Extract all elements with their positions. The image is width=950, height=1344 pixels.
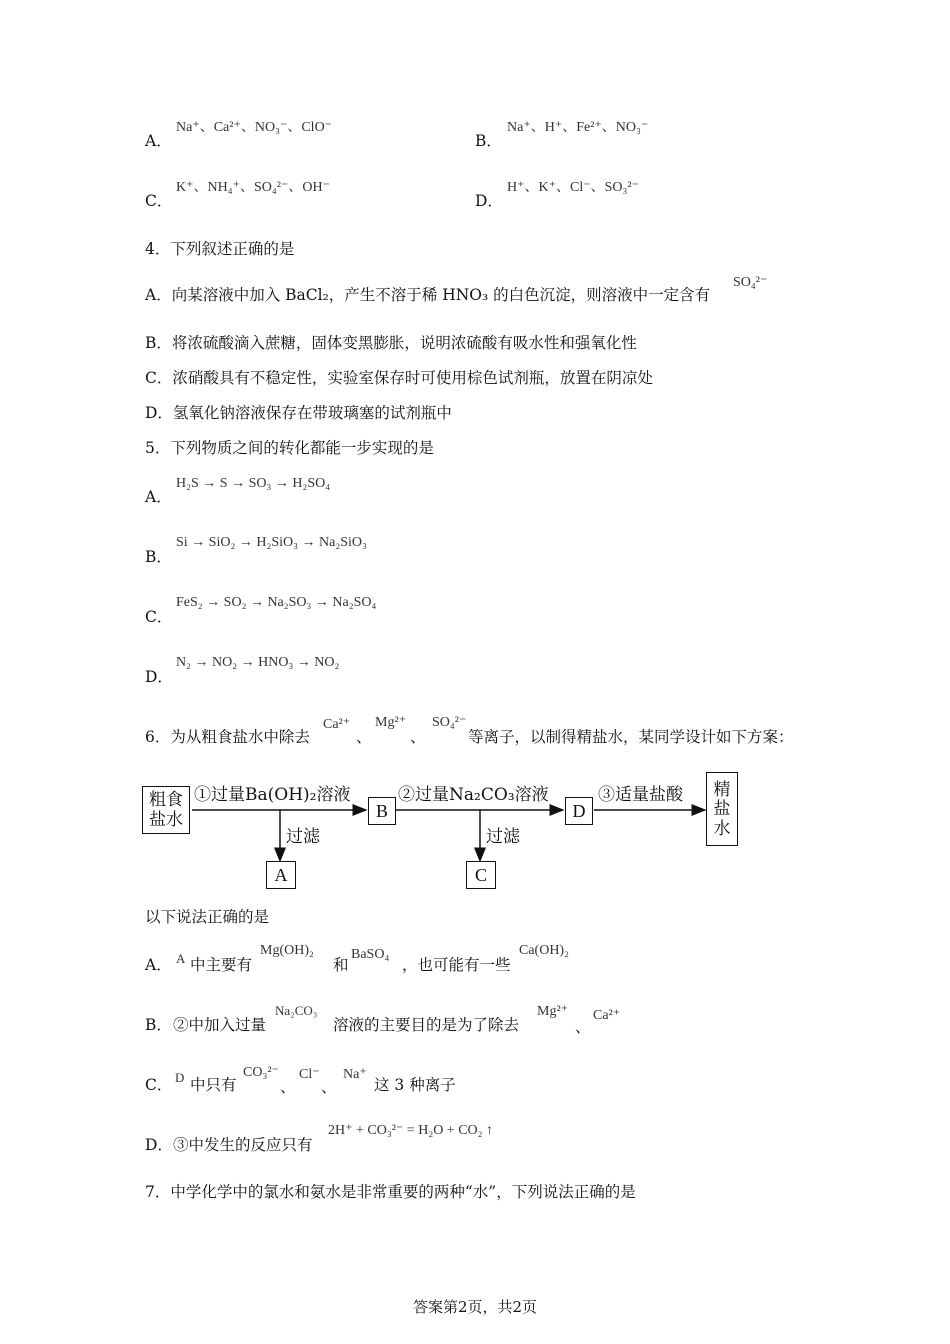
q6-d-text: ③中发生的反应只有 <box>173 1136 313 1154</box>
crude-brine-box: 粗食盐水 <box>142 786 190 834</box>
box-a: A <box>266 861 296 889</box>
q3-option-d-label: D． <box>475 192 503 210</box>
q6-b-text-2: 溶液的主要目的是为了除去 <box>333 1016 520 1034</box>
q6-c-sep-1: 、 <box>280 1078 296 1096</box>
q6-prompt: 以下说法正确的是 <box>145 908 270 926</box>
q6-sep-2: 、 <box>410 728 426 746</box>
purification-flow-diagram <box>140 766 745 894</box>
q6-a-mgoh2: Mg(OH)₂ <box>260 943 314 958</box>
q6-c-cl: Cl⁻ <box>299 1067 320 1082</box>
step3-label: ③适量盐酸 <box>598 785 683 805</box>
q4-option-a-ion: SO₄²⁻ <box>733 275 768 290</box>
q6-sep-1: 、 <box>356 728 372 746</box>
q5-option-a-formula: H₂S → S → SO₃ → H₂SO₄ <box>176 476 331 491</box>
q6-c-na: Na⁺ <box>343 1067 367 1082</box>
q4-option-c: C．浓硝酸具有不稳定性，实验室保存时可使用棕色试剂瓶，放置在阴凉处 <box>145 369 653 387</box>
q3-option-b-formula: Na⁺、H⁺、Fe²⁺、NO₃⁻ <box>507 120 649 135</box>
q6-option-a-label: A． <box>145 956 172 974</box>
q3-option-c-label: C． <box>145 192 173 210</box>
q6-b-na2co3: Na₂CO₃ <box>275 1003 318 1018</box>
q6-ion-ca: Ca²⁺ <box>323 717 351 732</box>
q5-option-d-formula: N₂ → NO₂ → HNO₃ → NO₂ <box>176 655 340 670</box>
q6-c-sep-2: 、 <box>321 1078 337 1096</box>
step1-label: ①过量Ba(OH)₂溶液 <box>194 785 351 805</box>
q6-a-text-1: 中主要有 <box>190 956 253 974</box>
q3-option-a-formula: Na⁺、Ca²⁺、NO₃⁻、ClO⁻ <box>176 120 333 135</box>
q4-option-a: A．向某溶液中加入 BaCl₂，产生不溶于稀 HNO₃ 的白色沉淀，则溶液中一定含有 <box>145 286 711 304</box>
q6-c-text-1: 中只有 <box>190 1076 237 1094</box>
q6-b-mg: Mg²⁺ <box>537 1004 569 1019</box>
box-b: B <box>368 797 396 825</box>
refined-brine-box: 精盐水 <box>706 772 738 846</box>
box-d: D <box>565 797 593 825</box>
q5-option-a-label: A． <box>145 488 172 506</box>
q6-stem-suffix: 等离子，以制得精盐水，某同学设计如下方案： <box>468 728 794 746</box>
q3-option-a-label: A． <box>145 132 172 150</box>
step2-label: ②过量Na₂CO₃溶液 <box>398 785 549 805</box>
q6-b-sep: 、 <box>575 1018 591 1036</box>
q5-option-c-formula: FeS₂ → SO₂ → Na₂SO₃ → Na₂SO₄ <box>176 595 377 610</box>
q6-a-text-2: 和 <box>333 956 349 974</box>
q4-stem: 4．下列叙述正确的是 <box>145 240 295 258</box>
page-footer: 答案第2页，共2页 <box>412 1298 538 1316</box>
q5-option-b-formula: Si → SiO₂ → H₂SiO₃ → Na₂SiO₃ <box>176 535 367 550</box>
q3-option-b-label: B． <box>475 132 502 150</box>
q6-stem-prefix: 6．为从粗食盐水中除去 <box>145 728 310 746</box>
q6-a-text-3: ，也可能有一些 <box>402 956 511 974</box>
filter-label-2: 过滤 <box>486 827 520 847</box>
filter-label-1: 过滤 <box>286 827 320 847</box>
q5-option-c-label: C． <box>145 608 173 626</box>
q6-d-equation: 2H⁺ + CO₃²⁻ = H₂O + CO₂ ↑ <box>328 1123 494 1138</box>
q4-option-b: B．将浓硫酸滴入蔗糖，固体变黑膨胀，说明浓硫酸有吸水性和强氧化性 <box>145 334 637 352</box>
q6-c-text-2: 这 3 种离子 <box>374 1076 456 1094</box>
q5-option-b-label: B． <box>145 548 172 566</box>
q6-a-letter: A <box>176 951 186 966</box>
q7-stem: 7．中学化学中的氯水和氨水是非常重要的两种“水”，下列说法正确的是 <box>145 1183 636 1201</box>
q5-stem: 5．下列物质之间的转化都能一步实现的是 <box>145 439 434 457</box>
box-c: C <box>466 861 496 889</box>
q6-option-c-label: C． <box>145 1076 173 1094</box>
q6-b-ca: Ca²⁺ <box>593 1008 621 1023</box>
q6-ion-mg: Mg²⁺ <box>375 715 407 730</box>
q6-ion-so4: SO₄²⁻ <box>432 715 467 730</box>
q3-option-d-formula: H⁺、K⁺、Cl⁻、SO₃²⁻ <box>507 180 639 195</box>
q6-a-caoh2: Ca(OH)₂ <box>519 943 569 958</box>
q6-c-co3: CO₃²⁻ <box>243 1065 279 1080</box>
q4-option-d: D．氢氧化钠溶液保存在带玻璃塞的试剂瓶中 <box>145 404 452 422</box>
q6-option-b-label: B． <box>145 1016 172 1034</box>
q6-b-text-1: ②中加入过量 <box>173 1016 267 1034</box>
q6-option-d-label: D． <box>145 1136 173 1154</box>
q6-a-baso4: BaSO₄ <box>351 947 390 962</box>
q3-option-c-formula: K⁺、NH₄⁺、SO₄²⁻、OH⁻ <box>176 180 330 195</box>
q6-c-letter: D <box>175 1070 185 1085</box>
q5-option-d-label: D． <box>145 668 173 686</box>
